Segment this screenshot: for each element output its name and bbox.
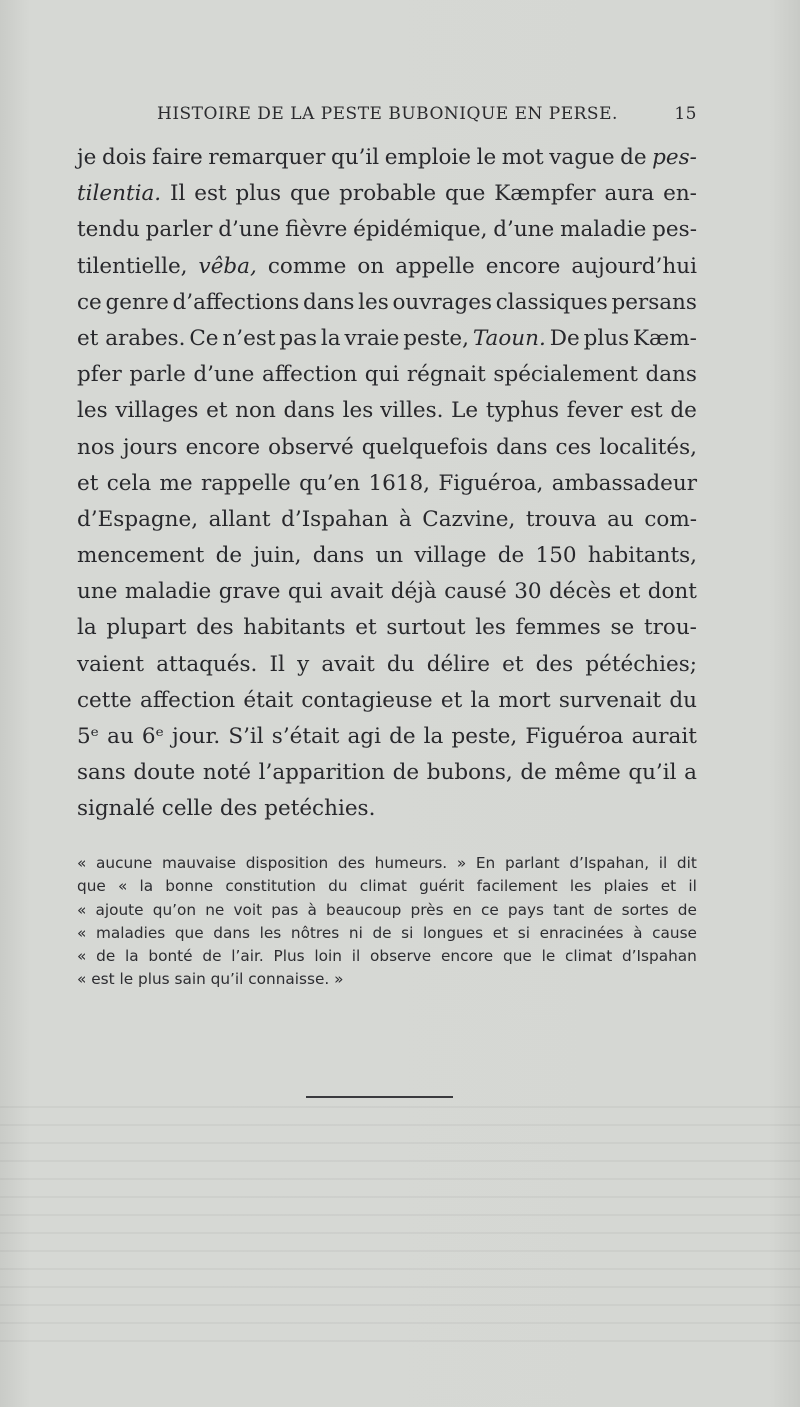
word: 5ᵉ: [77, 724, 100, 749]
show-through: [0, 1090, 800, 1350]
word: parle: [129, 362, 186, 388]
word: affection: [140, 687, 236, 713]
word: de: [497, 543, 525, 569]
word: mot: [501, 145, 544, 170]
footnote: [77, 852, 697, 992]
word: quelquefois: [361, 434, 489, 460]
word: peste,: [451, 724, 518, 749]
word: on: [357, 253, 385, 279]
word: ouvrages: [392, 289, 493, 315]
word: pétéchies;: [585, 651, 697, 677]
word: et arabes.: [77, 325, 186, 351]
word: comme: [267, 253, 347, 279]
running-head: [157, 104, 697, 128]
word: d’Espagne,: [77, 506, 199, 532]
word: épidémique,: [353, 217, 488, 243]
word: je: [77, 145, 97, 170]
word: nos: [77, 434, 115, 460]
word: n’est: [222, 325, 276, 351]
text-line: [77, 212, 697, 248]
word: localités,: [599, 434, 697, 460]
word: la: [77, 615, 97, 641]
word: dans: [283, 398, 335, 424]
word: Kæm-: [633, 325, 697, 351]
word: emploie: [384, 145, 472, 170]
word: affection: [262, 362, 358, 388]
word: s’était: [271, 724, 340, 749]
word: pes-: [652, 217, 697, 243]
word: probable: [339, 181, 437, 207]
word: me: [159, 470, 193, 496]
word: maladie: [124, 579, 212, 605]
text-line: [77, 574, 697, 610]
word: S’il: [228, 724, 264, 749]
text-line: [77, 140, 697, 176]
word: au: [107, 724, 134, 749]
word: rappelle: [200, 470, 291, 496]
text-line: [77, 719, 697, 755]
word: habitants,: [587, 543, 697, 569]
word: l’apparition: [258, 760, 385, 786]
word: et: [502, 651, 524, 677]
word: survenait: [558, 687, 662, 713]
text-line: [77, 647, 697, 683]
word: tilentia.: [77, 181, 162, 207]
word: surtout: [386, 615, 466, 641]
word: la: [423, 724, 444, 749]
word: que: [444, 181, 486, 207]
word: genre: [105, 289, 169, 315]
word: Kæmpfer: [494, 181, 596, 207]
word: bubons,: [426, 760, 513, 786]
word: la: [320, 325, 341, 351]
word: spécialement: [493, 362, 638, 388]
text-line: [77, 357, 697, 393]
word: 150: [535, 543, 577, 569]
word: de: [520, 760, 547, 786]
word: de: [389, 724, 416, 749]
text-line: [77, 791, 697, 827]
word: qui: [364, 362, 400, 388]
word: même: [554, 760, 621, 786]
word: aura: [604, 181, 655, 207]
text-line: [77, 683, 697, 719]
word: dont: [647, 579, 697, 605]
word: qu’en: [299, 470, 361, 496]
word: qui: [287, 579, 323, 605]
word: dois: [101, 145, 147, 170]
word: vraie: [344, 325, 400, 351]
word: d’une: [218, 217, 280, 243]
word: 1618,: [368, 470, 431, 496]
word: Taoun.: [472, 325, 546, 351]
word: de: [620, 145, 647, 170]
word: dans: [496, 434, 548, 460]
text-line: [77, 430, 697, 466]
word: Ce: [189, 325, 219, 351]
word: qu’il: [628, 760, 677, 786]
text-line: [77, 502, 697, 538]
word: de: [670, 398, 697, 424]
word: un: [375, 543, 404, 569]
word: parler: [145, 217, 213, 243]
word: doute: [133, 760, 196, 786]
word: pfer: [77, 362, 122, 388]
word: 6ᵉ: [141, 724, 164, 749]
word: et: [77, 470, 99, 496]
word: signalé celle des petéchies.: [77, 796, 376, 822]
word: 30: [514, 579, 542, 605]
word: Il: [269, 651, 285, 677]
word: la: [470, 687, 491, 713]
word: observé: [268, 434, 354, 460]
word: du: [669, 687, 697, 713]
footnote-line: « aucune mauvaise disposition des humeurs. » En parlant d’Ispahan, il dit: [77, 854, 697, 872]
word: trou-: [643, 615, 697, 641]
word: dans: [645, 362, 697, 388]
footnote-line: « de la bonté de l’air. Plus loin il observe encore que le climat d’Ispahan: [77, 947, 697, 966]
word: du: [386, 651, 415, 677]
text-line: [77, 466, 697, 502]
word: juin,: [253, 543, 302, 569]
word: aujourd’hui: [571, 253, 697, 279]
word: d’Ispahan: [281, 506, 389, 532]
word: d’une: [193, 362, 255, 388]
word: mencement: [77, 543, 205, 569]
word: trouva: [525, 506, 597, 532]
word: tendu: [77, 217, 140, 243]
word: avait: [321, 651, 375, 677]
word: les: [475, 615, 506, 641]
word: Il: [170, 181, 186, 207]
word: com-: [644, 506, 697, 532]
word: plus: [583, 325, 630, 351]
word: agi: [347, 724, 381, 749]
word: en-: [663, 181, 697, 207]
word: plupart: [106, 615, 187, 641]
page-number: 15: [674, 104, 697, 124]
word: village: [414, 543, 487, 569]
word: qu’il: [330, 145, 380, 170]
word: encore: [185, 434, 261, 460]
word: Le: [451, 398, 479, 424]
word: vêba,: [198, 253, 257, 279]
word: noté: [202, 760, 252, 786]
word: tilentielle,: [77, 253, 188, 279]
word: et: [206, 398, 228, 424]
word: fever: [566, 398, 623, 424]
word: vague: [549, 145, 615, 170]
word: de: [215, 543, 243, 569]
word: décès: [549, 579, 612, 605]
word: et: [355, 615, 377, 641]
word: et: [618, 579, 641, 605]
word: ce: [77, 289, 102, 315]
word: des: [535, 651, 574, 677]
word: fièvre: [285, 217, 348, 243]
word: plus: [235, 181, 282, 207]
word: d’une: [493, 217, 555, 243]
word: se: [610, 615, 635, 641]
word: faire: [152, 145, 203, 170]
word: habitants: [243, 615, 346, 641]
word: que: [289, 181, 331, 207]
text-line: [77, 285, 697, 321]
word: classiques: [495, 289, 608, 315]
word: jours: [122, 434, 178, 460]
word: Figuéroa,: [438, 470, 544, 496]
word: des: [196, 615, 234, 641]
word: persans: [611, 289, 697, 315]
word: villages: [115, 398, 199, 424]
word: remarquer: [208, 145, 326, 170]
word: les: [358, 289, 389, 315]
word: attaqués.: [156, 651, 258, 677]
word: les villes.: [342, 398, 444, 424]
text-line: [77, 393, 697, 429]
text-line: [77, 249, 697, 285]
text-line: [77, 538, 697, 574]
footnote-end-rule: [306, 1096, 453, 1098]
word: une: [77, 579, 118, 605]
word: non: [235, 398, 276, 424]
word: avait: [329, 579, 384, 605]
word: a: [684, 760, 697, 786]
text-line: [77, 610, 697, 646]
word: peste,: [403, 325, 469, 351]
word: De: [549, 325, 580, 351]
word: grave: [218, 579, 281, 605]
word: au: [607, 506, 634, 532]
word: femmes: [515, 615, 601, 641]
text-line: [77, 321, 697, 357]
word: le: [476, 145, 497, 170]
word: ces: [555, 434, 592, 460]
word: Cazvine,: [422, 506, 516, 532]
word: ambassadeur: [551, 470, 697, 496]
footnote-line: que « la bonne constitution du climat guérit facilement les plaies et il: [77, 877, 697, 896]
word: régnait: [406, 362, 486, 388]
text-line: [77, 755, 697, 791]
word: appelle: [395, 253, 475, 279]
running-head-title: HISTOIRE DE LA PESTE BUBONIQUE EN PERSE.: [157, 104, 618, 124]
footnote-line: « est le plus sain qu’il connaisse. »: [77, 970, 344, 989]
word: vaient: [77, 651, 145, 677]
word: pes-: [652, 145, 697, 170]
word: maladie: [560, 217, 647, 243]
word: causé: [444, 579, 507, 605]
word: sans: [77, 760, 126, 786]
word: allant: [208, 506, 271, 532]
word: est: [630, 398, 663, 424]
word: contagieuse: [301, 687, 433, 713]
word: les: [77, 398, 108, 424]
word: à: [398, 506, 412, 532]
word: cela: [106, 470, 152, 496]
word: encore: [485, 253, 561, 279]
footnote-line: « ajoute qu’on ne voit pas à beaucoup près en ce pays tant de sortes de: [77, 900, 697, 919]
word: mort: [498, 687, 551, 713]
word: dans: [302, 289, 355, 315]
word: d’affections: [172, 289, 300, 315]
word: et: [440, 687, 463, 713]
word: typhus: [485, 398, 560, 424]
text-line: [77, 176, 697, 212]
word: cette: [77, 687, 132, 713]
body-paragraph: [77, 140, 697, 828]
word: de: [392, 760, 420, 786]
word: Figuéroa: [525, 724, 624, 749]
word: y: [297, 651, 310, 677]
word: était: [243, 687, 294, 713]
word: déjà: [390, 579, 437, 605]
footnote-line: « maladies que dans les nôtres ni de si longues et si enracinées à cause: [77, 923, 697, 942]
word: jour.: [172, 724, 221, 749]
word: dans: [312, 543, 365, 569]
word: délire: [426, 651, 490, 677]
word: est: [194, 181, 227, 207]
word: aurait: [631, 724, 697, 749]
word: pas: [279, 325, 318, 351]
